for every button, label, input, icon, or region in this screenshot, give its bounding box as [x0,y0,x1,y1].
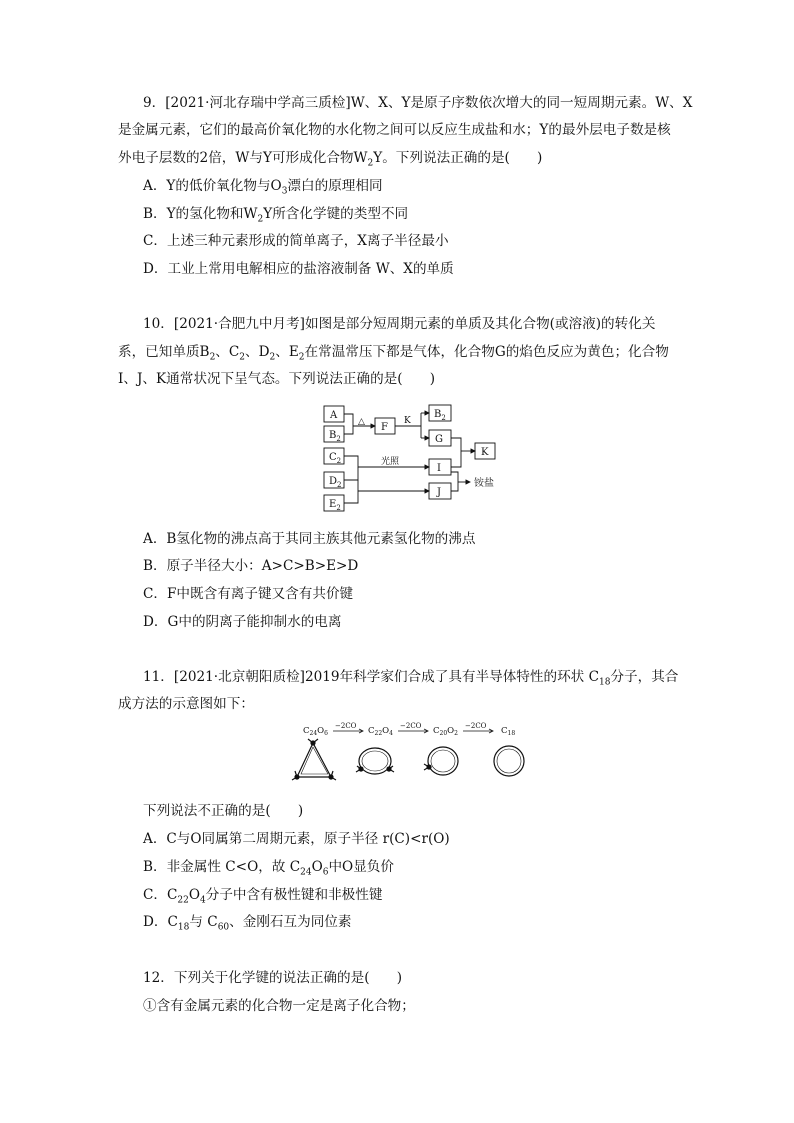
q11-option-d: D．$C_{18}$与 $C_{60}$、金刚石互为同位素 [143,914,352,933]
q11-option-c: C．$C_{22}O_4$分子中含有极性键和非极性键 [143,887,383,906]
q11-option-a: A．C与O同属第二周期元素，原子半径 r(C)<r(O) [143,831,450,847]
box-e2-label: $E_2$ [329,499,341,512]
q12-statement-1: ①含有金属元素的化合物一定是离子化合物； [143,998,415,1014]
q10-option-c: C．F中既含有离子键又含有共价键 [143,586,354,602]
molecule-c24o6 [292,739,336,780]
arrow-label-1: −2CO [335,722,357,730]
q10-option-d: D．G中的阴离子能抑制水的电离 [143,614,342,630]
q11-line-1: 11．[2021·北京朝阳质检]2019年科学家们合成了具有半导体特性的环状 $C_{18}$分子，其合 [143,669,679,688]
q10-option-a: A．B氢化物的沸点高于其同主族其他元素氢化物的沸点 [143,531,476,547]
q11-stem: 下列说法不正确的是( ) [143,803,304,819]
box-j-label: J [437,487,442,498]
box-i-label: I [437,463,441,474]
formula-c24o6: $C_{24}O_6$ [303,726,328,737]
q10-line-2: 系，已知单质$B_2$、$C_2$、$D_2$、$E_2$在常温常压下都是气体，化合物G的焰色反应为黄色；化合物 [118,344,669,363]
molecule-c22o4 [356,748,394,774]
box-k-label: K [481,447,489,458]
formula-c18: $C_{18}$ [501,726,516,737]
box-b2-label: $B_2$ [329,430,341,443]
q9-option-c: C．上述三种元素形成的简单离子，X离子半径最小 [143,233,449,249]
box-a-label: A [330,410,338,421]
q11-synthesis-scheme [283,719,543,787]
formula-c20o2: $C_{20}O_2$ [433,726,458,737]
q10-conversion-diagram [318,402,518,514]
q9-option-a: A．Y的低价氧化物与$O_3$漂白的原理相同 [143,178,383,197]
box-f-label: F [381,422,388,433]
arrow-label-3: −2CO [465,722,487,730]
arrow-label-2: −2CO [400,722,422,730]
q11-line-2: 成方法的示意图如下： [118,696,254,712]
q9-line-2: 是金属元素，它们的最高价氧化物的水化物之间可以反应生成盐和水；Y的最外层电子数是核 [118,122,671,138]
light-label: 光照 [381,457,400,467]
box-c2-label: $C_2$ [329,452,342,465]
box-b2-right-label: $B_2$ [434,409,446,422]
q10-option-b: B．原子半径大小：A>C>B>E>D [143,558,359,574]
formula-c22o4: $C_{22}O_4$ [368,726,393,737]
molecule-c20o2 [424,747,458,775]
q9-line-3: 外电子层数的2倍，W与Y可形成化合物$W_2Y$。下列说法正确的是( ) [118,150,543,169]
q9-option-d: D．工业上常用电解相应的盐溶液制备 W、X的单质 [143,261,454,277]
box-d2-label: $D_2$ [329,476,342,489]
q12-stem: 12．下列关于化学键的说法正确的是( ) [143,970,402,986]
box-g-label: G [435,434,443,445]
heat-symbol: △ [358,417,365,427]
q9-line-1: 9．[2021·河北存瑞中学高三质检]W、X、Y是原子序数依次增大的同一短周期元素。W、X [143,95,693,111]
molecule-c18-ring [494,746,524,776]
arrow-k-label: K [404,416,411,426]
q10-line-1: 10．[2021·合肥九中月考]如图是部分短周期元素的单质及其化合物(或溶液)的转化关 [143,316,656,332]
ammonium-salt-label: 铵盐 [474,478,494,489]
q10-line-3: I、J、K通常状况下呈气态。下列说法正确的是( ) [118,371,436,387]
q9-option-b: B．Y的氢化物和$W_2Y$所含化学键的类型不同 [143,206,409,225]
q11-option-b: B．非金属性 C<O，故 $C_{24}O_6$中O显负价 [143,859,394,878]
